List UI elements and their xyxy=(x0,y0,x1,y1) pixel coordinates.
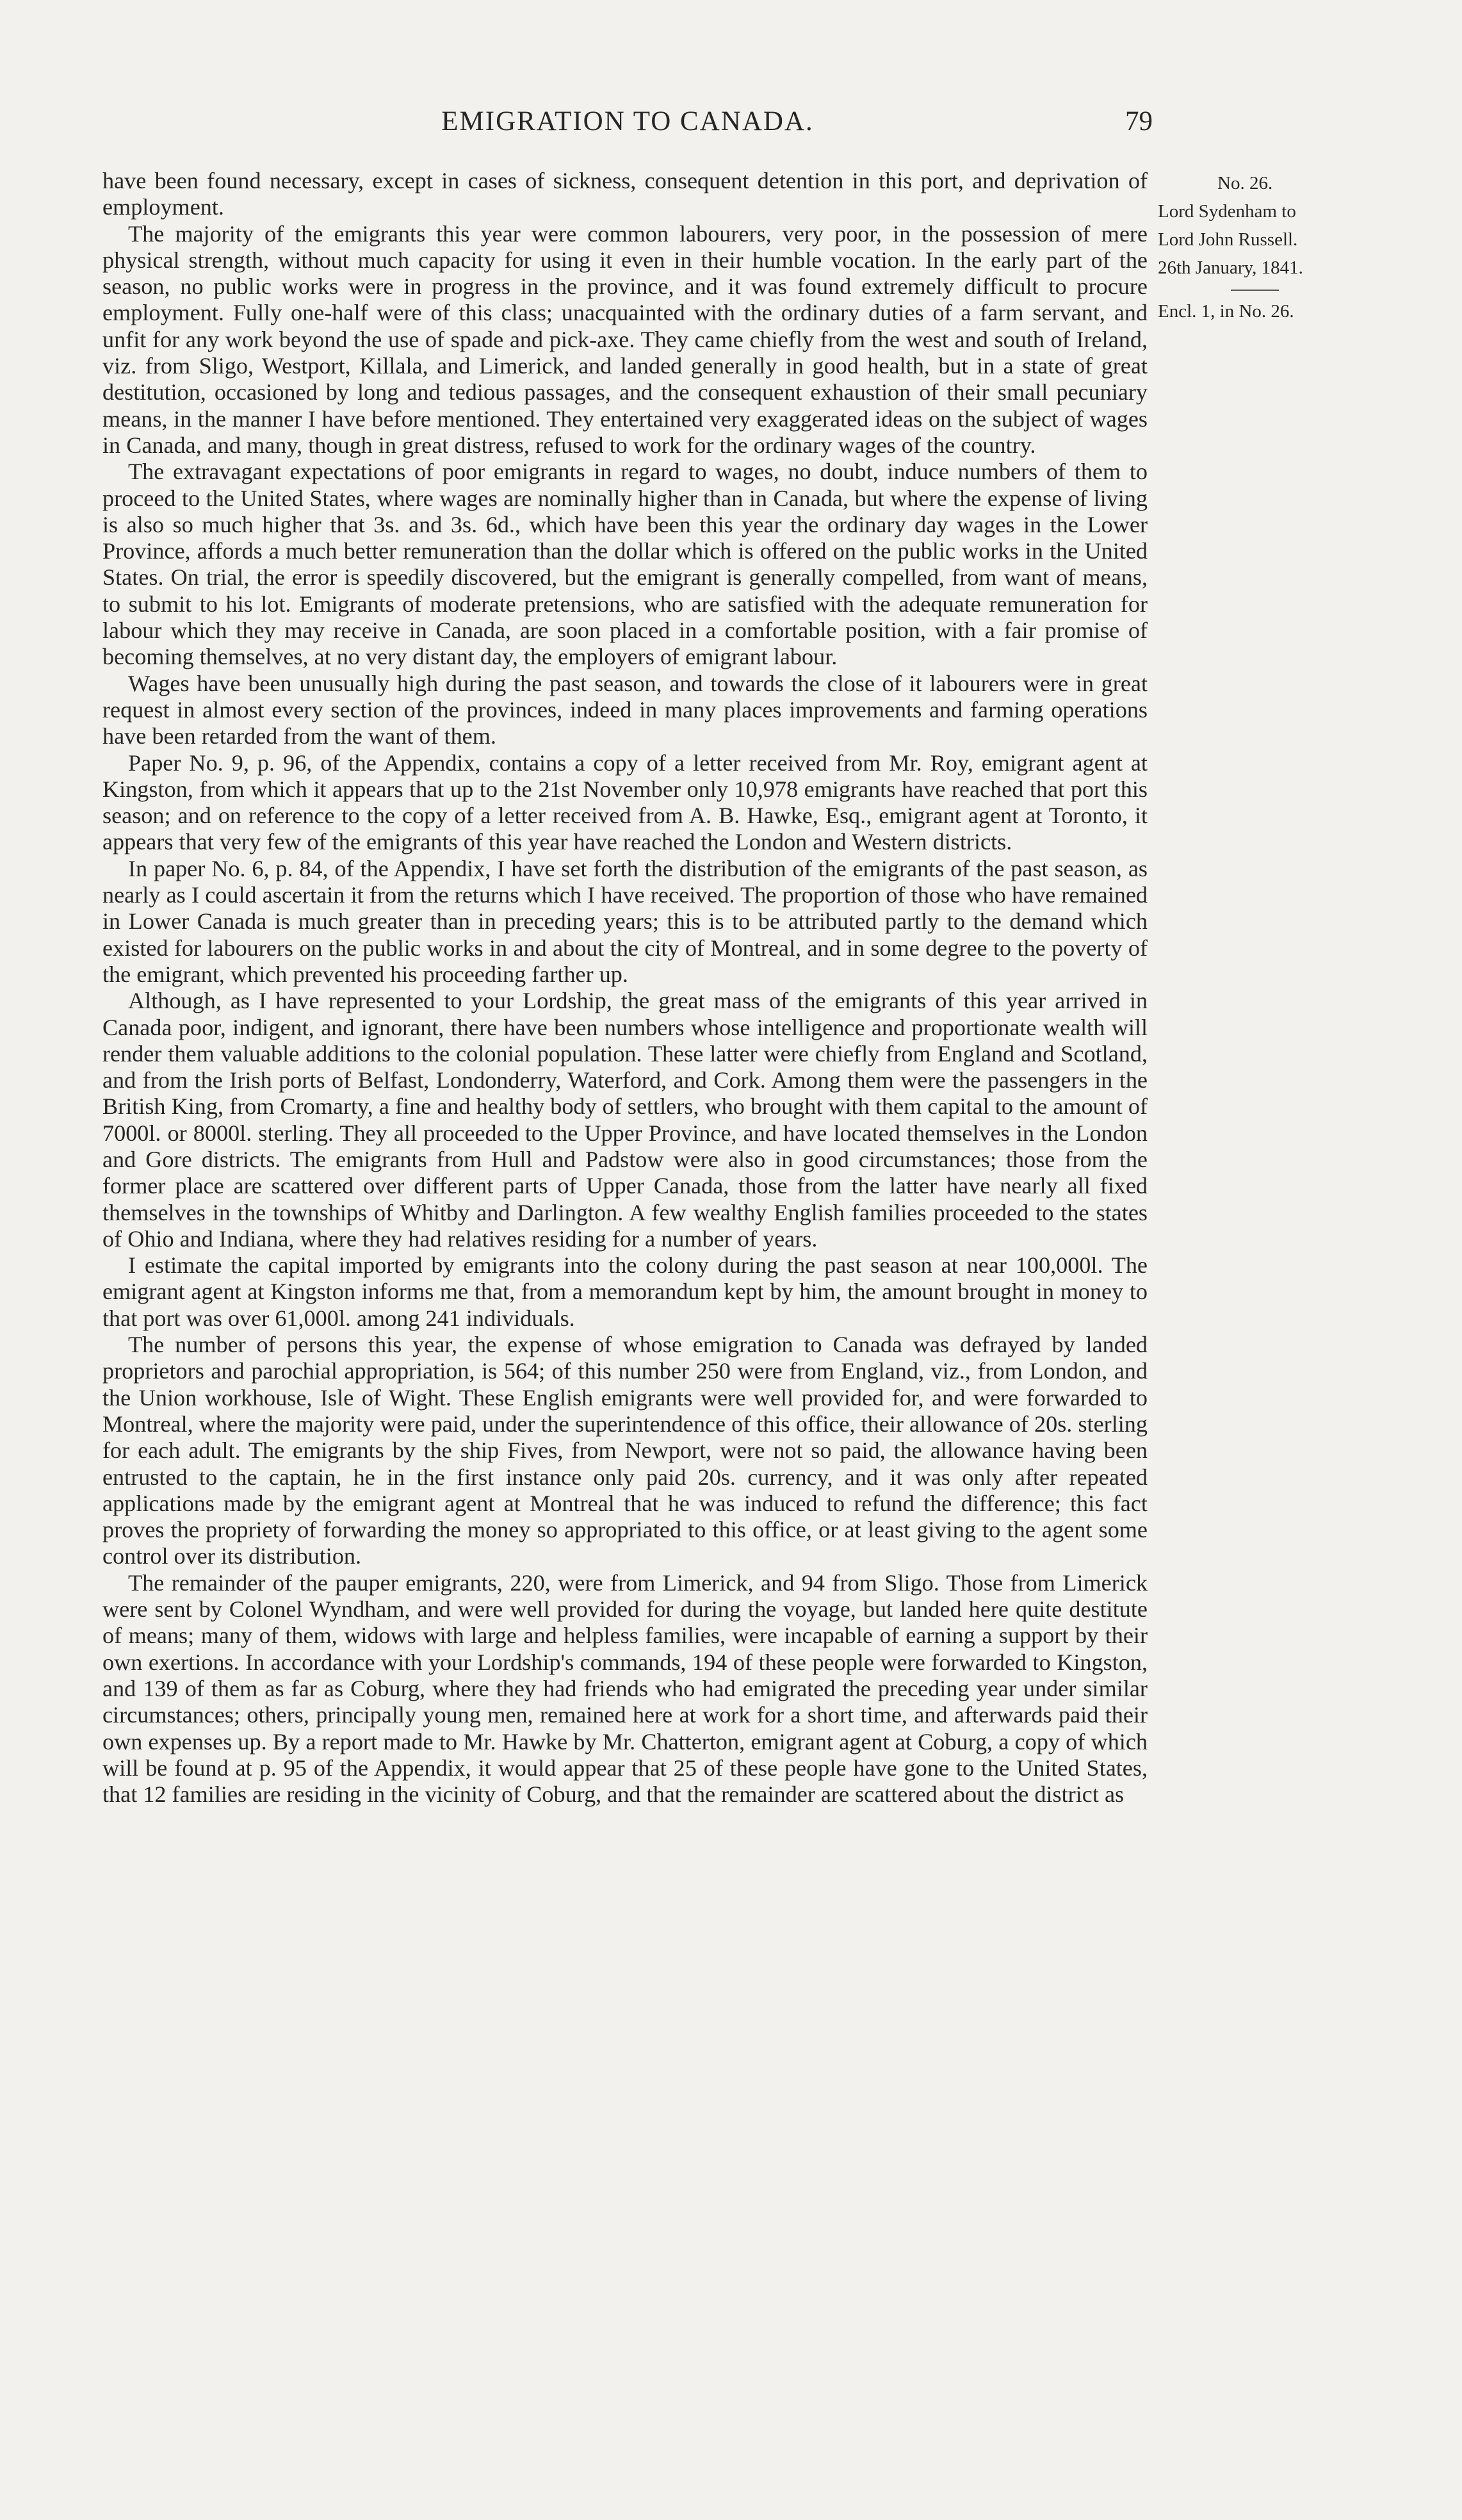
paragraph-1: have been found necessary, except in cases of sickness, consequent detention in this port, and deprivation of employment. xyxy=(102,168,1148,220)
paragraph-9: The number of persons this year, the expense of whose emigration to Canada was defrayed by landed proprietors and parochial appropriation, is 564; of this number 250 were from England, viz., from London, and the Union workhouse, Isle of Wight. These English emigrants were well provided for, and were forwarded to Montreal, where the majority were paid, under the superintendence of this office, their allowance of 20s. sterling for each adult. The emigrants by the ship Fives, from Newport, were not so paid, the allowance having been entrusted to the captain, he in the first instance only paid 20s. currency, and it was only after repeated applications made by the emigrant agent at Montreal that he was induced to refund the difference; this fact proves the propriety of forwarding the money so appropriated to this office, or at least giving to the agent some control over its distribution. xyxy=(102,1332,1148,1569)
despatch-date: 26th January, 1841. xyxy=(1158,258,1303,278)
paragraph-2: The majority of the emigrants this year were common labourers, very poor, in the possession of mere physical strength, without much capacity for using it even in their humble vocation. In the early part of the season, no public works were in progress in the province, and it was found extremely difficult to procure employment. Fully one-half were of this class; unacquainted with the ordinary duties of a farm servant, and unfit for any work beyond the use of spade and pick-axe. They came chiefly from the west and south of Ireland, viz. from Sligo, Westport, Killala, and Limerick, and landed generally in good health, but in a state of great destitution, occasioned by long and tedious passages, and the consequent exhaustion of their small pecuniary means, in the manner I have before mentioned. They entertained very exaggerated ideas on the subject of wages in Canada, and many, though in great distress, refused to work for the ordinary wages of the country. xyxy=(102,220,1148,458)
page-number: 79 xyxy=(1125,106,1153,136)
paragraph-7: Although, as I have represented to your Lordship, the great mass of the emigrants of this year arrived in Canada poor, indigent, and ignorant, there have been numbers whose intelligence and proportionate wealth will render them valuable additions to the colonial population. These latter were chiefly from England and Scotland, and from the Irish ports of Belfast, Londonderry, Waterford, and Cork. Among them were the passengers in the British King, from Cromarty, a fine and healthy body of settlers, who brought with them capital to the amount of 7000l. or 8000l. sterling. They all proceeded to the Upper Province, and have located themselves in the London and Gore districts. The emigrants from Hull and Padstow were also in good circumstances; those from the former place are scattered over different parts of Upper Canada, those from the latter have nearly all fixed themselves in the townships of Whitby and Darlington. A few wealthy English families proceeded to the states of Ohio and Indiana, where they had relatives residing for a number of years. xyxy=(102,988,1148,1252)
despatch-to: Lord John Russell. xyxy=(1158,229,1298,250)
enclosure-note: Encl. 1, in No. 26. xyxy=(1158,301,1294,322)
despatch-from: Lord Sydenham to xyxy=(1158,201,1296,222)
margin-divider xyxy=(1231,290,1279,291)
paragraph-6: In paper No. 6, p. 84, of the Appendix, I have set forth the distribution of the emigrants of the past season, as nearly as I could ascertain it from the returns which I have received. The proportion of those who have remained in Lower Canada is much greater than in preceding years; this is to be attributed partly to the demand which existed for labourers on the public works in and about the city of Montreal, and in some degree to the poverty of the emigrant, which prevented his proceeding farther up. xyxy=(102,855,1148,987)
running-title: EMIGRATION TO CANADA. xyxy=(441,106,814,136)
despatch-number: No. 26. xyxy=(1217,173,1273,193)
body-text xyxy=(102,168,1148,1808)
paragraph-8: I estimate the capital imported by emigrants into the colony during the past season at near 100,000l. The emigrant agent at Kingston informs me that, from a memorandum kept by him, the amount brought in money to that port was over 61,000l. among 241 individuals. xyxy=(102,1252,1148,1331)
paragraph-10: The remainder of the pauper emigrants, 220, were from Limerick, and 94 from Sligo. Those from Limerick were sent by Colonel Wyndham, and were well provided for during the voyage, but landed here quite destitute of means; many of them, widows with large and helpless families, were incapable of earning a support by their own exertions. In accordance with your Lordship's commands, 194 of these people were forwarded to Kingston, and 139 of them as far as Coburg, where they had friends who had emigrated the preceding year under similar circumstances; others, principally young men, remained here at work for a short time, and afterwards paid their own expenses up. By a report made to Mr. Hawke by Mr. Chatterton, emigrant agent at Coburg, a copy of which will be found at p. 95 of the Appendix, it would appear that 25 of these people have gone to the United States, that 12 families are residing in the vicinity of Coburg, and that the remainder are scattered about the district as xyxy=(102,1569,1148,1808)
paragraph-4: Wages have been unusually high during the past season, and towards the close of it labourers were in great request in almost every section of the provinces, indeed in many places improvements and farming operations have been retarded from the want of them. xyxy=(102,670,1148,749)
running-header xyxy=(102,106,1153,144)
paragraph-5: Paper No. 9, p. 96, of the Appendix, contains a copy of a letter received from Mr. Roy, emigrant agent at Kingston, from which it appears that up to the 21st November only 10,978 emigrants have reached that port this season; and on reference to the copy of a letter received from A. B. Hawke, Esq., emigrant agent at Toronto, it appears that very few of the emigrants of this year have reached the London and Western districts. xyxy=(102,749,1148,855)
paragraph-3: The extravagant expectations of poor emigrants in regard to wages, no doubt, induce numbers of them to proceed to the United States, where wages are nominally higher than in Canada, but where the expense of living is also so much higher that 3s. and 3s. 6d., which have been this year the ordinary day wages in the Lower Province, affords a much better remuneration than the dollar which is offered on the public works in the United States. On trial, the error is speedily discovered, but the emigrant is generally compelled, from want of means, to submit to his lot. Emigrants of moderate pretensions, who are satisfied with the adequate remuneration for labour which they may receive in Canada, are soon placed in a comfortable position, with a fair promise of becoming themselves, at no very distant day, the employers of emigrant labour. xyxy=(102,459,1148,670)
marginal-note xyxy=(1158,169,1350,325)
